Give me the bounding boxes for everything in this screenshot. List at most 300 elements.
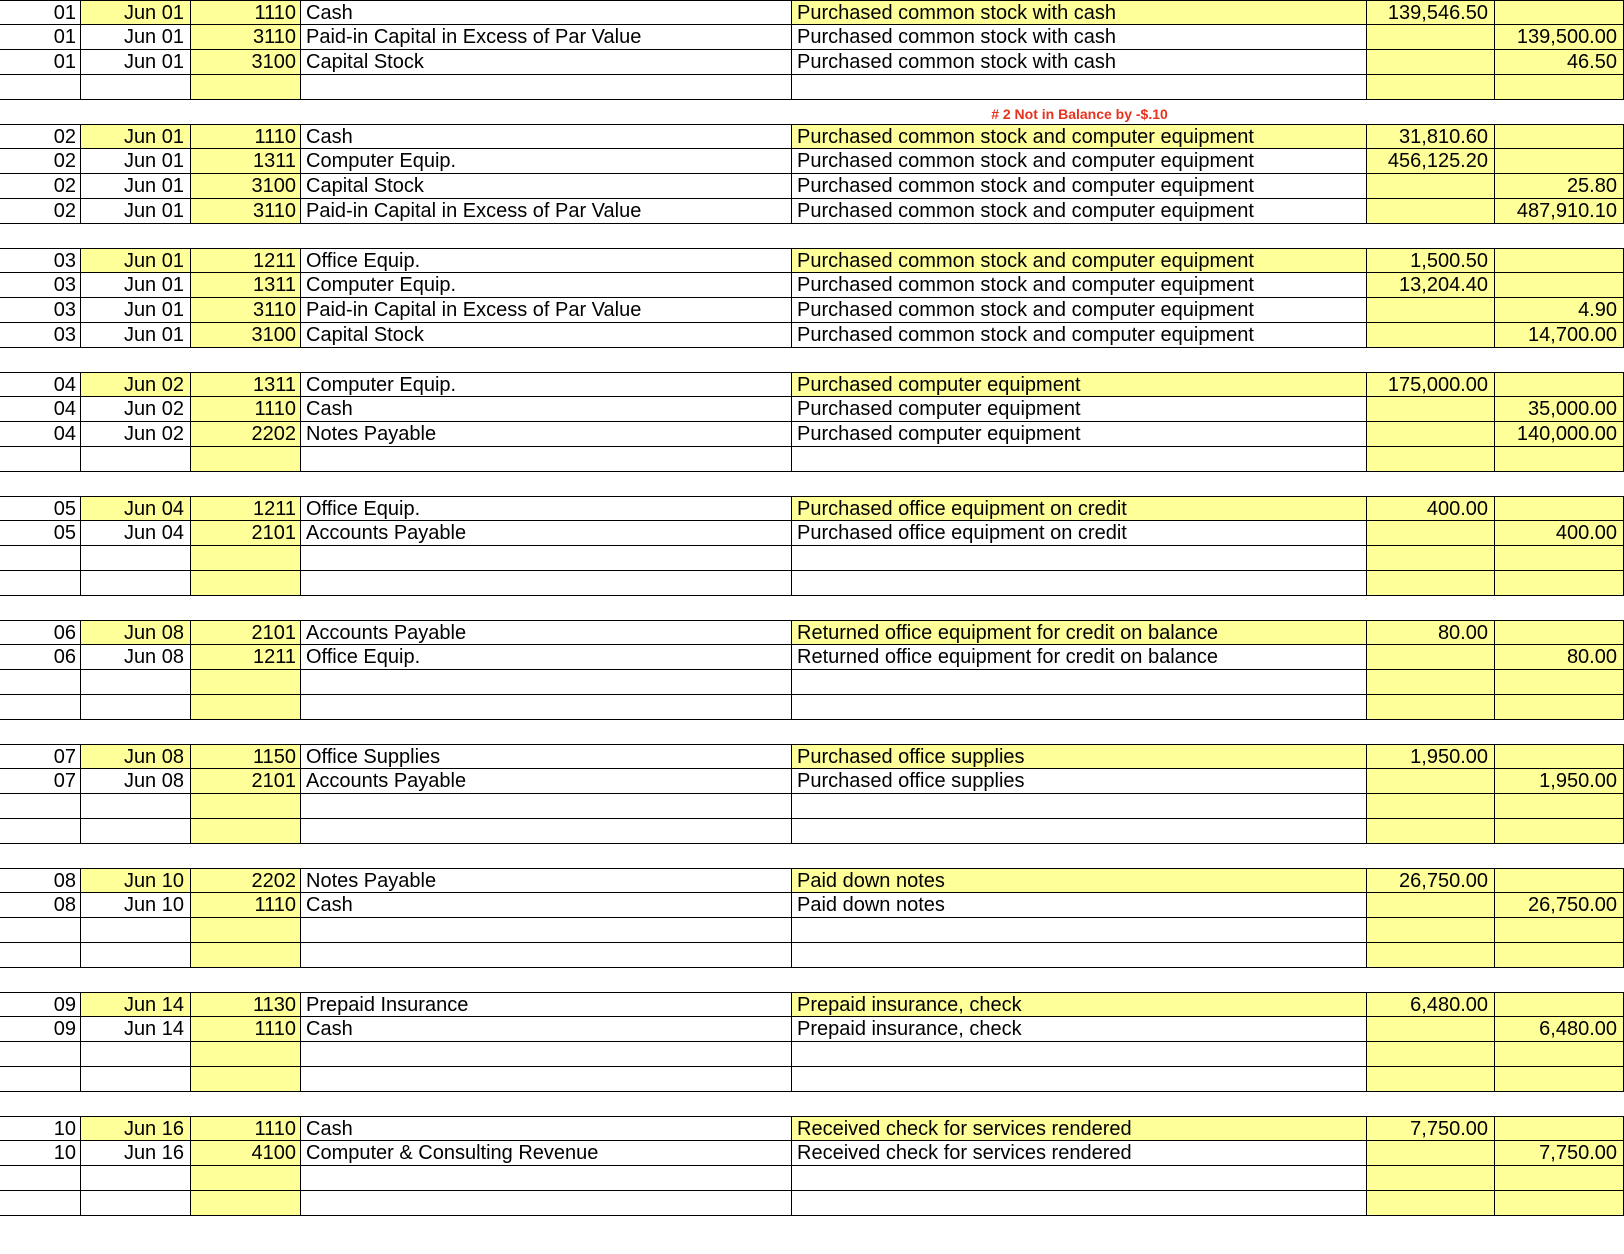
debit-cell[interactable] bbox=[1367, 943, 1495, 968]
debit-cell[interactable] bbox=[1367, 794, 1495, 819]
entry-ref-cell[interactable]: 08 bbox=[0, 868, 81, 893]
account-number-cell[interactable] bbox=[191, 670, 301, 695]
date-cell[interactable] bbox=[81, 1067, 191, 1092]
account-number-cell[interactable] bbox=[191, 571, 301, 596]
account-number-cell[interactable]: 4100 bbox=[191, 1141, 301, 1166]
journal-row bbox=[0, 50, 1624, 75]
journal-row bbox=[0, 645, 1624, 670]
description-cell[interactable] bbox=[792, 794, 1367, 819]
account-name-cell[interactable]: Capital Stock bbox=[301, 323, 792, 348]
account-number-cell[interactable]: 1110 bbox=[191, 1017, 301, 1042]
date-cell[interactable]: Jun 04 bbox=[81, 521, 191, 546]
debit-cell[interactable] bbox=[1367, 25, 1495, 50]
description-cell[interactable]: Returned office equipment for credit on balance bbox=[792, 645, 1367, 670]
entry-ref-cell[interactable] bbox=[0, 670, 81, 695]
entry-ref-cell[interactable]: 06 bbox=[0, 620, 81, 645]
balance-warning-note: # 2 Not in Balance by -$.10 bbox=[991, 106, 1168, 122]
entry-ref-cell[interactable]: 01 bbox=[0, 50, 81, 75]
description-cell[interactable]: Purchased computer equipment bbox=[792, 372, 1367, 397]
account-name-cell[interactable]: Notes Payable bbox=[301, 868, 792, 893]
account-number-cell[interactable]: 1110 bbox=[191, 893, 301, 918]
debit-cell[interactable] bbox=[1367, 819, 1495, 844]
account-number-cell[interactable]: 1211 bbox=[191, 645, 301, 670]
entry-ref-cell[interactable] bbox=[0, 918, 81, 943]
credit-cell[interactable] bbox=[1495, 943, 1624, 968]
entry-ref-cell[interactable] bbox=[0, 1191, 81, 1216]
debit-cell[interactable] bbox=[1367, 695, 1495, 720]
entry-ref-cell[interactable]: 05 bbox=[0, 521, 81, 546]
description-cell[interactable]: Paid down notes bbox=[792, 868, 1367, 893]
debit-cell[interactable] bbox=[1367, 893, 1495, 918]
entry-ref-cell[interactable]: 03 bbox=[0, 298, 81, 323]
credit-cell[interactable] bbox=[1495, 273, 1624, 298]
debit-cell[interactable]: 31,810.60 bbox=[1367, 124, 1495, 149]
account-number-cell[interactable] bbox=[191, 1067, 301, 1092]
account-name-cell[interactable]: Accounts Payable bbox=[301, 769, 792, 794]
description-cell[interactable]: Purchased computer equipment bbox=[792, 422, 1367, 447]
credit-cell[interactable]: 400.00 bbox=[1495, 521, 1624, 546]
journal-row bbox=[0, 1042, 1624, 1067]
account-number-cell[interactable] bbox=[191, 75, 301, 100]
date-cell[interactable]: Jun 01 bbox=[81, 25, 191, 50]
debit-cell[interactable] bbox=[1367, 1141, 1495, 1166]
account-number-cell[interactable]: 2101 bbox=[191, 769, 301, 794]
debit-cell[interactable] bbox=[1367, 546, 1495, 571]
credit-cell[interactable]: 46.50 bbox=[1495, 50, 1624, 75]
date-cell[interactable]: Jun 08 bbox=[81, 645, 191, 670]
date-cell[interactable] bbox=[81, 695, 191, 720]
credit-cell[interactable]: 1,950.00 bbox=[1495, 769, 1624, 794]
description-cell[interactable]: Prepaid insurance, check bbox=[792, 1017, 1367, 1042]
account-name-cell[interactable]: Notes Payable bbox=[301, 422, 792, 447]
entry-ref-cell[interactable]: 05 bbox=[0, 496, 81, 521]
date-cell[interactable]: Jun 01 bbox=[81, 149, 191, 174]
account-name-cell[interactable] bbox=[301, 546, 792, 571]
journal-row bbox=[0, 496, 1624, 521]
credit-cell[interactable] bbox=[1495, 124, 1624, 149]
account-name-cell[interactable]: Paid-in Capital in Excess of Par Value bbox=[301, 298, 792, 323]
debit-cell[interactable] bbox=[1367, 397, 1495, 422]
entry-ref-cell[interactable]: 02 bbox=[0, 174, 81, 199]
credit-cell[interactable] bbox=[1495, 571, 1624, 596]
description-cell[interactable]: Paid down notes bbox=[792, 893, 1367, 918]
date-cell[interactable] bbox=[81, 794, 191, 819]
description-cell[interactable]: Purchased office supplies bbox=[792, 769, 1367, 794]
credit-cell[interactable]: 35,000.00 bbox=[1495, 397, 1624, 422]
account-name-cell[interactable]: Office Equip. bbox=[301, 496, 792, 521]
account-name-cell[interactable] bbox=[301, 1166, 792, 1191]
entry-ref-cell[interactable] bbox=[0, 1042, 81, 1067]
credit-cell[interactable] bbox=[1495, 1067, 1624, 1092]
description-cell[interactable] bbox=[792, 75, 1367, 100]
journal-row bbox=[0, 1166, 1624, 1191]
entry-ref-cell[interactable]: 09 bbox=[0, 992, 81, 1017]
entry-ref-cell[interactable]: 10 bbox=[0, 1141, 81, 1166]
account-number-cell[interactable]: 3100 bbox=[191, 50, 301, 75]
debit-cell[interactable] bbox=[1367, 323, 1495, 348]
entry-ref-cell[interactable]: 02 bbox=[0, 124, 81, 149]
entry-ref-cell[interactable] bbox=[0, 447, 81, 472]
entry-ref-cell[interactable]: 04 bbox=[0, 372, 81, 397]
account-number-cell[interactable]: 1150 bbox=[191, 744, 301, 769]
entry-ref-cell[interactable] bbox=[0, 695, 81, 720]
description-cell[interactable]: Received check for services rendered bbox=[792, 1116, 1367, 1141]
description-cell[interactable] bbox=[792, 1191, 1367, 1216]
journal-row bbox=[0, 1116, 1624, 1141]
debit-cell[interactable] bbox=[1367, 199, 1495, 224]
date-cell[interactable]: Jun 01 bbox=[81, 273, 191, 298]
date-cell[interactable]: Jun 08 bbox=[81, 620, 191, 645]
account-number-cell[interactable]: 3110 bbox=[191, 199, 301, 224]
description-cell[interactable]: Returned office equipment for credit on balance bbox=[792, 620, 1367, 645]
date-cell[interactable] bbox=[81, 571, 191, 596]
account-name-cell[interactable]: Computer Equip. bbox=[301, 273, 792, 298]
debit-cell[interactable] bbox=[1367, 447, 1495, 472]
description-cell[interactable]: Purchased common stock and computer equipment bbox=[792, 149, 1367, 174]
debit-cell[interactable]: 175,000.00 bbox=[1367, 372, 1495, 397]
account-name-cell[interactable]: Capital Stock bbox=[301, 50, 792, 75]
debit-cell[interactable]: 1,500.50 bbox=[1367, 248, 1495, 273]
credit-cell[interactable] bbox=[1495, 918, 1624, 943]
description-cell[interactable]: Prepaid insurance, check bbox=[792, 992, 1367, 1017]
credit-cell[interactable] bbox=[1495, 372, 1624, 397]
account-number-cell[interactable]: 2202 bbox=[191, 422, 301, 447]
entry-ref-cell[interactable]: 02 bbox=[0, 199, 81, 224]
description-cell[interactable] bbox=[792, 546, 1367, 571]
date-cell[interactable] bbox=[81, 75, 191, 100]
debit-cell[interactable]: 400.00 bbox=[1367, 496, 1495, 521]
description-cell[interactable]: Purchased common stock and computer equipment bbox=[792, 174, 1367, 199]
entry-ref-cell[interactable] bbox=[0, 1166, 81, 1191]
description-cell[interactable]: Purchased common stock with cash bbox=[792, 50, 1367, 75]
date-cell[interactable]: Jun 16 bbox=[81, 1141, 191, 1166]
account-number-cell[interactable] bbox=[191, 1191, 301, 1216]
date-cell[interactable]: Jun 16 bbox=[81, 1116, 191, 1141]
credit-cell[interactable] bbox=[1495, 546, 1624, 571]
account-number-cell[interactable]: 3100 bbox=[191, 323, 301, 348]
credit-cell[interactable]: 26,750.00 bbox=[1495, 893, 1624, 918]
entry-ref-cell[interactable]: 04 bbox=[0, 422, 81, 447]
account-number-cell[interactable]: 1311 bbox=[191, 149, 301, 174]
credit-cell[interactable]: 487,910.10 bbox=[1495, 199, 1624, 224]
description-cell[interactable] bbox=[792, 571, 1367, 596]
entry-ref-cell[interactable]: 08 bbox=[0, 893, 81, 918]
credit-cell[interactable] bbox=[1495, 1042, 1624, 1067]
credit-cell[interactable]: 4.90 bbox=[1495, 298, 1624, 323]
date-cell[interactable]: Jun 14 bbox=[81, 1017, 191, 1042]
credit-cell[interactable] bbox=[1495, 1116, 1624, 1141]
account-number-cell[interactable]: 1211 bbox=[191, 496, 301, 521]
account-name-cell[interactable]: Cash bbox=[301, 1116, 792, 1141]
date-cell[interactable] bbox=[81, 447, 191, 472]
account-name-cell[interactable]: Prepaid Insurance bbox=[301, 992, 792, 1017]
account-number-cell[interactable]: 2202 bbox=[191, 868, 301, 893]
account-number-cell[interactable] bbox=[191, 918, 301, 943]
account-number-cell[interactable]: 1110 bbox=[191, 0, 301, 25]
account-name-cell[interactable] bbox=[301, 943, 792, 968]
account-name-cell[interactable]: Cash bbox=[301, 0, 792, 25]
credit-cell[interactable] bbox=[1495, 1191, 1624, 1216]
entry-ref-cell[interactable]: 09 bbox=[0, 1017, 81, 1042]
credit-cell[interactable] bbox=[1495, 620, 1624, 645]
entry-ref-cell[interactable]: 02 bbox=[0, 149, 81, 174]
account-name-cell[interactable]: Computer Equip. bbox=[301, 149, 792, 174]
date-cell[interactable]: Jun 08 bbox=[81, 744, 191, 769]
description-cell[interactable]: Purchased common stock and computer equipment bbox=[792, 199, 1367, 224]
account-name-cell[interactable] bbox=[301, 695, 792, 720]
account-name-cell[interactable]: Computer Equip. bbox=[301, 372, 792, 397]
description-cell[interactable]: Purchased common stock with cash bbox=[792, 25, 1367, 50]
account-name-cell[interactable]: Cash bbox=[301, 397, 792, 422]
account-number-cell[interactable] bbox=[191, 819, 301, 844]
description-cell[interactable] bbox=[792, 695, 1367, 720]
description-cell[interactable] bbox=[792, 670, 1367, 695]
credit-cell[interactable]: 25.80 bbox=[1495, 174, 1624, 199]
debit-cell[interactable] bbox=[1367, 645, 1495, 670]
description-cell[interactable]: Purchased common stock with cash bbox=[792, 0, 1367, 25]
date-cell[interactable]: Jun 02 bbox=[81, 422, 191, 447]
journal-row bbox=[0, 769, 1624, 794]
account-name-cell[interactable]: Cash bbox=[301, 124, 792, 149]
date-cell[interactable]: Jun 01 bbox=[81, 0, 191, 25]
account-name-cell[interactable] bbox=[301, 670, 792, 695]
date-cell[interactable]: Jun 01 bbox=[81, 124, 191, 149]
date-cell[interactable] bbox=[81, 943, 191, 968]
journal-row bbox=[0, 273, 1624, 298]
journal-row bbox=[0, 918, 1624, 943]
date-cell[interactable]: Jun 01 bbox=[81, 50, 191, 75]
debit-cell[interactable]: 6,480.00 bbox=[1367, 992, 1495, 1017]
account-number-cell[interactable]: 1110 bbox=[191, 124, 301, 149]
journal-row bbox=[0, 521, 1624, 546]
debit-cell[interactable] bbox=[1367, 1017, 1495, 1042]
entry-ref-cell[interactable]: 07 bbox=[0, 744, 81, 769]
account-number-cell[interactable]: 1110 bbox=[191, 1116, 301, 1141]
debit-cell[interactable] bbox=[1367, 521, 1495, 546]
entry-ref-cell[interactable] bbox=[0, 943, 81, 968]
account-name-cell[interactable]: Paid-in Capital in Excess of Par Value bbox=[301, 199, 792, 224]
date-cell[interactable] bbox=[81, 1042, 191, 1067]
account-number-cell[interactable] bbox=[191, 695, 301, 720]
debit-cell[interactable] bbox=[1367, 174, 1495, 199]
account-number-cell[interactable]: 1211 bbox=[191, 248, 301, 273]
account-name-cell[interactable] bbox=[301, 918, 792, 943]
account-number-cell[interactable]: 1130 bbox=[191, 992, 301, 1017]
entry-ref-cell[interactable]: 03 bbox=[0, 248, 81, 273]
debit-cell[interactable]: 139,546.50 bbox=[1367, 0, 1495, 25]
debit-cell[interactable]: 456,125.20 bbox=[1367, 149, 1495, 174]
account-name-cell[interactable]: Accounts Payable bbox=[301, 521, 792, 546]
debit-cell[interactable] bbox=[1367, 918, 1495, 943]
debit-cell[interactable]: 1,950.00 bbox=[1367, 744, 1495, 769]
description-cell[interactable] bbox=[792, 447, 1367, 472]
date-cell[interactable]: Jun 02 bbox=[81, 397, 191, 422]
debit-cell[interactable] bbox=[1367, 1166, 1495, 1191]
entry-ref-cell[interactable] bbox=[0, 794, 81, 819]
date-cell[interactable]: Jun 10 bbox=[81, 868, 191, 893]
account-name-cell[interactable] bbox=[301, 1042, 792, 1067]
journal-row bbox=[0, 794, 1624, 819]
debit-cell[interactable] bbox=[1367, 1042, 1495, 1067]
account-name-cell[interactable] bbox=[301, 1191, 792, 1216]
description-cell[interactable] bbox=[792, 1042, 1367, 1067]
journal-row bbox=[0, 75, 1624, 100]
description-cell[interactable]: Purchased office equipment on credit bbox=[792, 496, 1367, 521]
account-number-cell[interactable]: 3110 bbox=[191, 298, 301, 323]
entry-ref-cell[interactable] bbox=[0, 546, 81, 571]
account-name-cell[interactable]: Office Equip. bbox=[301, 645, 792, 670]
account-name-cell[interactable]: Accounts Payable bbox=[301, 620, 792, 645]
date-cell[interactable]: Jun 01 bbox=[81, 174, 191, 199]
description-cell[interactable]: Purchased common stock and computer equipment bbox=[792, 248, 1367, 273]
date-cell[interactable] bbox=[81, 546, 191, 571]
date-cell[interactable] bbox=[81, 1191, 191, 1216]
account-number-cell[interactable]: 2101 bbox=[191, 620, 301, 645]
account-number-cell[interactable] bbox=[191, 546, 301, 571]
account-name-cell[interactable]: Computer & Consulting Revenue bbox=[301, 1141, 792, 1166]
description-cell[interactable]: Purchased computer equipment bbox=[792, 397, 1367, 422]
account-name-cell[interactable]: Capital Stock bbox=[301, 174, 792, 199]
date-cell[interactable] bbox=[81, 819, 191, 844]
credit-cell[interactable] bbox=[1495, 447, 1624, 472]
account-name-cell[interactable]: Cash bbox=[301, 893, 792, 918]
credit-cell[interactable]: 139,500.00 bbox=[1495, 25, 1624, 50]
debit-cell[interactable] bbox=[1367, 75, 1495, 100]
debit-cell[interactable] bbox=[1367, 1067, 1495, 1092]
debit-cell[interactable] bbox=[1367, 571, 1495, 596]
entry-ref-cell[interactable]: 04 bbox=[0, 397, 81, 422]
account-name-cell[interactable] bbox=[301, 794, 792, 819]
credit-cell[interactable] bbox=[1495, 744, 1624, 769]
debit-cell[interactable] bbox=[1367, 298, 1495, 323]
date-cell[interactable] bbox=[81, 1166, 191, 1191]
account-name-cell[interactable]: Office Supplies bbox=[301, 744, 792, 769]
account-number-cell[interactable]: 3110 bbox=[191, 25, 301, 50]
date-cell[interactable]: Jun 01 bbox=[81, 323, 191, 348]
journal-row bbox=[0, 149, 1624, 174]
journal-row bbox=[0, 25, 1624, 50]
credit-cell[interactable]: 7,750.00 bbox=[1495, 1141, 1624, 1166]
credit-cell[interactable] bbox=[1495, 1166, 1624, 1191]
account-name-cell[interactable]: Cash bbox=[301, 1017, 792, 1042]
description-cell[interactable]: Purchased common stock and computer equipment bbox=[792, 323, 1367, 348]
date-cell[interactable]: Jun 10 bbox=[81, 893, 191, 918]
entry-ref-cell[interactable]: 03 bbox=[0, 323, 81, 348]
credit-cell[interactable] bbox=[1495, 670, 1624, 695]
account-number-cell[interactable]: 3100 bbox=[191, 174, 301, 199]
journal-row bbox=[0, 868, 1624, 893]
debit-cell[interactable] bbox=[1367, 670, 1495, 695]
journal-row bbox=[0, 695, 1624, 720]
credit-cell[interactable]: 140,000.00 bbox=[1495, 422, 1624, 447]
date-cell[interactable]: Jun 14 bbox=[81, 992, 191, 1017]
credit-cell[interactable] bbox=[1495, 75, 1624, 100]
account-name-cell[interactable] bbox=[301, 819, 792, 844]
credit-cell[interactable] bbox=[1495, 819, 1624, 844]
date-cell[interactable] bbox=[81, 918, 191, 943]
entry-ref-cell[interactable]: 01 bbox=[0, 0, 81, 25]
credit-cell[interactable] bbox=[1495, 868, 1624, 893]
description-cell[interactable]: Purchased office equipment on credit bbox=[792, 521, 1367, 546]
date-cell[interactable] bbox=[81, 670, 191, 695]
credit-cell[interactable]: 6,480.00 bbox=[1495, 1017, 1624, 1042]
credit-cell[interactable] bbox=[1495, 695, 1624, 720]
account-name-cell[interactable] bbox=[301, 571, 792, 596]
description-cell[interactable] bbox=[792, 943, 1367, 968]
description-cell[interactable] bbox=[792, 1067, 1367, 1092]
account-number-cell[interactable] bbox=[191, 943, 301, 968]
account-number-cell[interactable] bbox=[191, 447, 301, 472]
journal-row bbox=[0, 174, 1624, 199]
entry-ref-cell[interactable]: 06 bbox=[0, 645, 81, 670]
debit-cell[interactable]: 26,750.00 bbox=[1367, 868, 1495, 893]
date-cell[interactable]: Jun 01 bbox=[81, 248, 191, 273]
entry-ref-cell[interactable]: 01 bbox=[0, 25, 81, 50]
account-name-cell[interactable]: Office Equip. bbox=[301, 248, 792, 273]
account-name-cell[interactable] bbox=[301, 1067, 792, 1092]
date-cell[interactable]: Jun 01 bbox=[81, 199, 191, 224]
account-number-cell[interactable] bbox=[191, 794, 301, 819]
entry-ref-cell[interactable] bbox=[0, 75, 81, 100]
credit-cell[interactable] bbox=[1495, 496, 1624, 521]
account-number-cell[interactable] bbox=[191, 1042, 301, 1067]
entry-ref-cell[interactable] bbox=[0, 819, 81, 844]
account-name-cell[interactable] bbox=[301, 447, 792, 472]
account-number-cell[interactable]: 1110 bbox=[191, 397, 301, 422]
debit-cell[interactable] bbox=[1367, 50, 1495, 75]
credit-cell[interactable] bbox=[1495, 248, 1624, 273]
account-number-cell[interactable] bbox=[191, 1166, 301, 1191]
debit-cell[interactable] bbox=[1367, 422, 1495, 447]
entry-ref-cell[interactable] bbox=[0, 1067, 81, 1092]
account-number-cell[interactable]: 2101 bbox=[191, 521, 301, 546]
date-cell[interactable]: Jun 08 bbox=[81, 769, 191, 794]
date-cell[interactable]: Jun 04 bbox=[81, 496, 191, 521]
account-name-cell[interactable]: Paid-in Capital in Excess of Par Value bbox=[301, 25, 792, 50]
debit-cell[interactable]: 80.00 bbox=[1367, 620, 1495, 645]
credit-cell[interactable] bbox=[1495, 794, 1624, 819]
credit-cell[interactable]: 80.00 bbox=[1495, 645, 1624, 670]
journal-row bbox=[0, 670, 1624, 695]
account-number-cell[interactable]: 1311 bbox=[191, 273, 301, 298]
credit-cell[interactable]: 14,700.00 bbox=[1495, 323, 1624, 348]
entry-ref-cell[interactable]: 10 bbox=[0, 1116, 81, 1141]
description-cell[interactable]: Received check for services rendered bbox=[792, 1141, 1367, 1166]
description-cell[interactable] bbox=[792, 819, 1367, 844]
description-cell[interactable] bbox=[792, 918, 1367, 943]
description-cell[interactable]: Purchased common stock and computer equipment bbox=[792, 273, 1367, 298]
credit-cell[interactable] bbox=[1495, 992, 1624, 1017]
entry-ref-cell[interactable]: 07 bbox=[0, 769, 81, 794]
debit-cell[interactable] bbox=[1367, 769, 1495, 794]
debit-cell[interactable] bbox=[1367, 1191, 1495, 1216]
debit-cell[interactable]: 13,204.40 bbox=[1367, 273, 1495, 298]
description-cell[interactable]: Purchased common stock and computer equipment bbox=[792, 298, 1367, 323]
account-number-cell[interactable]: 1311 bbox=[191, 372, 301, 397]
credit-cell[interactable] bbox=[1495, 149, 1624, 174]
description-cell[interactable]: Purchased common stock and computer equipment bbox=[792, 124, 1367, 149]
credit-cell[interactable] bbox=[1495, 0, 1624, 25]
debit-cell[interactable]: 7,750.00 bbox=[1367, 1116, 1495, 1141]
entry-ref-cell[interactable]: 03 bbox=[0, 273, 81, 298]
date-cell[interactable]: Jun 01 bbox=[81, 298, 191, 323]
description-cell[interactable] bbox=[792, 1166, 1367, 1191]
entry-ref-cell[interactable] bbox=[0, 571, 81, 596]
date-cell[interactable]: Jun 02 bbox=[81, 372, 191, 397]
account-name-cell[interactable] bbox=[301, 75, 792, 100]
description-cell[interactable]: Purchased office supplies bbox=[792, 744, 1367, 769]
journal-row bbox=[0, 1017, 1624, 1042]
